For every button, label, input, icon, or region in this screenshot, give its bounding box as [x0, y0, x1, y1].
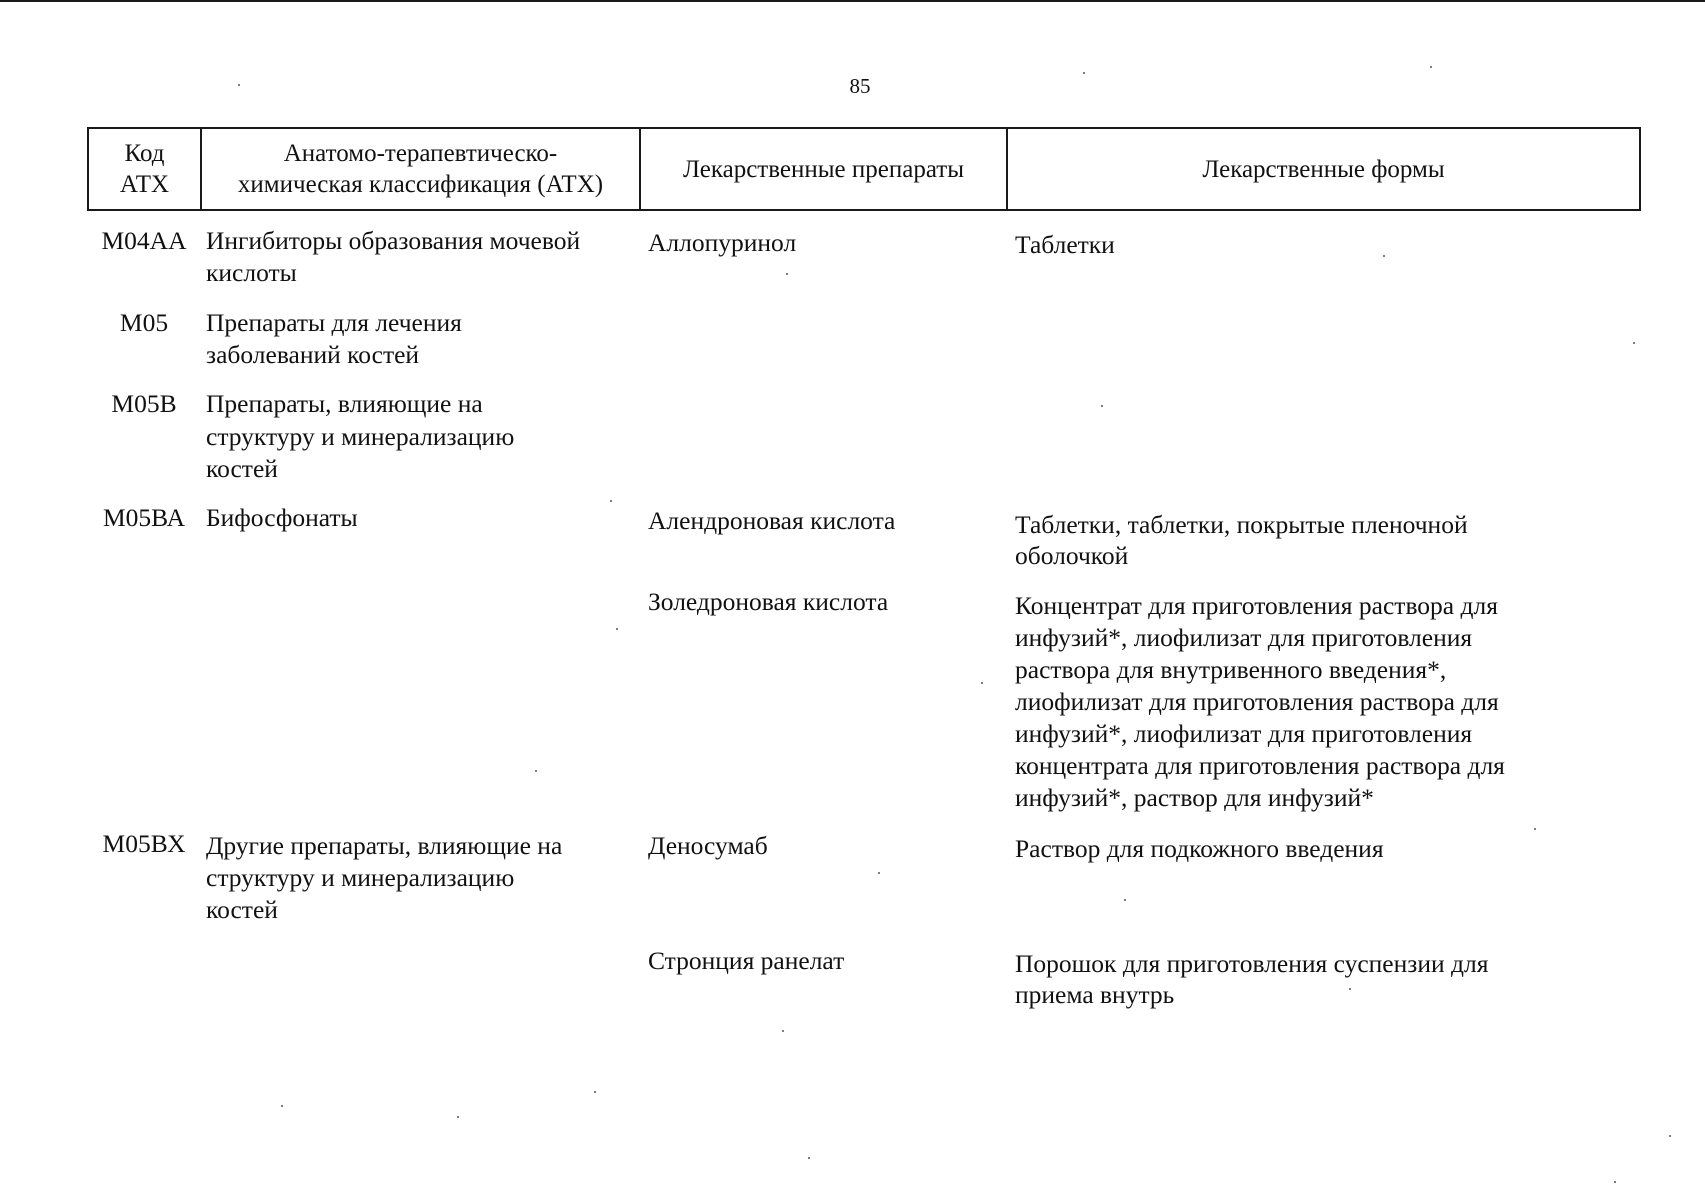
- dosage-form-line: Концентрат для приготовления раствора для: [1015, 591, 1498, 620]
- dosage-form-line: лиофилизат для приготовления раствора для: [1015, 687, 1499, 716]
- scan-speck: [535, 770, 537, 772]
- header-code-line: АТХ: [119, 171, 170, 198]
- atc-name-line: костей: [206, 454, 278, 483]
- scan-speck: [1534, 828, 1536, 830]
- atc-name-line: Ингибиторы образования мочевой: [206, 226, 581, 255]
- atc-name-line: заболеваний костей: [206, 340, 420, 369]
- scan-speck: [1669, 1135, 1671, 1137]
- scan-speck: [878, 872, 880, 874]
- header-forms: Лекарственные формы: [1202, 155, 1445, 183]
- dosage-form-line: инфузий*, лиофилизат для приготовления: [1015, 623, 1473, 652]
- dosage-form-line: инфузий*, раствор для инфузий*: [1015, 783, 1374, 812]
- page-number: 85: [849, 74, 871, 98]
- atc-code: М04АА: [101, 226, 187, 255]
- atc-name-line: Другие препараты, влияющие на: [206, 831, 563, 860]
- atc-code: М05: [119, 308, 169, 337]
- drug-name: Алендроновая кислота: [648, 506, 896, 535]
- header-code: [89, 129, 202, 209]
- drug-name: Золедроновая кислота: [648, 587, 889, 616]
- atc-name-line: Бифосфонаты: [206, 503, 358, 532]
- scan-speck: [1101, 405, 1103, 407]
- dosage-form-line: Таблетки: [1015, 230, 1115, 259]
- atc-name-line: Препараты, влияющие на: [206, 389, 483, 418]
- atc-name-line: костей: [206, 895, 278, 924]
- scan-speck: [457, 1116, 459, 1118]
- scan-speck: [1124, 899, 1126, 901]
- scan-speck: [782, 1030, 784, 1032]
- scan-speck: [616, 628, 618, 630]
- scan-speck: [981, 682, 983, 684]
- scan-speck: [808, 1157, 810, 1159]
- atc-name-line: кислоты: [206, 258, 297, 287]
- header-code-line: Код: [124, 140, 165, 167]
- header-atc-line: химическая классификация (АТХ): [237, 171, 604, 198]
- drug-name: Аллопуринол: [648, 228, 797, 257]
- scan-speck: [1083, 72, 1085, 74]
- dosage-form-line: инфузий*, лиофилизат для приготовления: [1015, 719, 1473, 748]
- atc-code: М05ВХ: [102, 829, 186, 858]
- dosage-form-line: раствора для внутривенного введения*,: [1015, 655, 1447, 684]
- dosage-form-line: Порошок для приготовления суспензии для: [1015, 949, 1489, 978]
- atc-name-line: Препараты для лечения: [206, 308, 462, 337]
- dosage-form-line: Таблетки, таблетки, покрытые пленочной: [1015, 510, 1468, 539]
- header-atc-line: Анатомо-терапевтическо-: [283, 140, 558, 167]
- scan-speck: [594, 1091, 596, 1093]
- scan-speck: [1383, 255, 1385, 257]
- drug-name: Деносумаб: [648, 831, 768, 860]
- table-header: [87, 127, 1641, 211]
- scan-speck: [281, 1105, 283, 1107]
- dosage-form-line: оболочкой: [1015, 541, 1129, 570]
- scan-speck: [786, 273, 788, 275]
- header-atc-classification: [202, 129, 641, 209]
- drug-name: Стронция ранелат: [648, 946, 845, 975]
- atc-code: М05В: [111, 389, 177, 418]
- scan-speck: [1430, 66, 1432, 68]
- dosage-form-line: приема внутрь: [1015, 980, 1175, 1009]
- scan-edge: [0, 0, 1705, 2]
- atc-code: М05ВА: [103, 503, 185, 532]
- atc-name-line: структуру и минерализацию: [206, 422, 515, 451]
- header-drugs: Лекарственные препараты: [641, 129, 1008, 209]
- scan-speck: [1614, 1181, 1616, 1183]
- scan-speck: [610, 500, 612, 502]
- scan-speck: [238, 84, 240, 86]
- scan-speck: [1349, 988, 1351, 990]
- scan-speck: [1633, 342, 1635, 344]
- dosage-form-line: концентрата для приготовления раствора для: [1015, 751, 1505, 780]
- dosage-form-line: Раствор для подкожного введения: [1015, 834, 1384, 863]
- atc-name-line: структуру и минерализацию: [206, 863, 515, 892]
